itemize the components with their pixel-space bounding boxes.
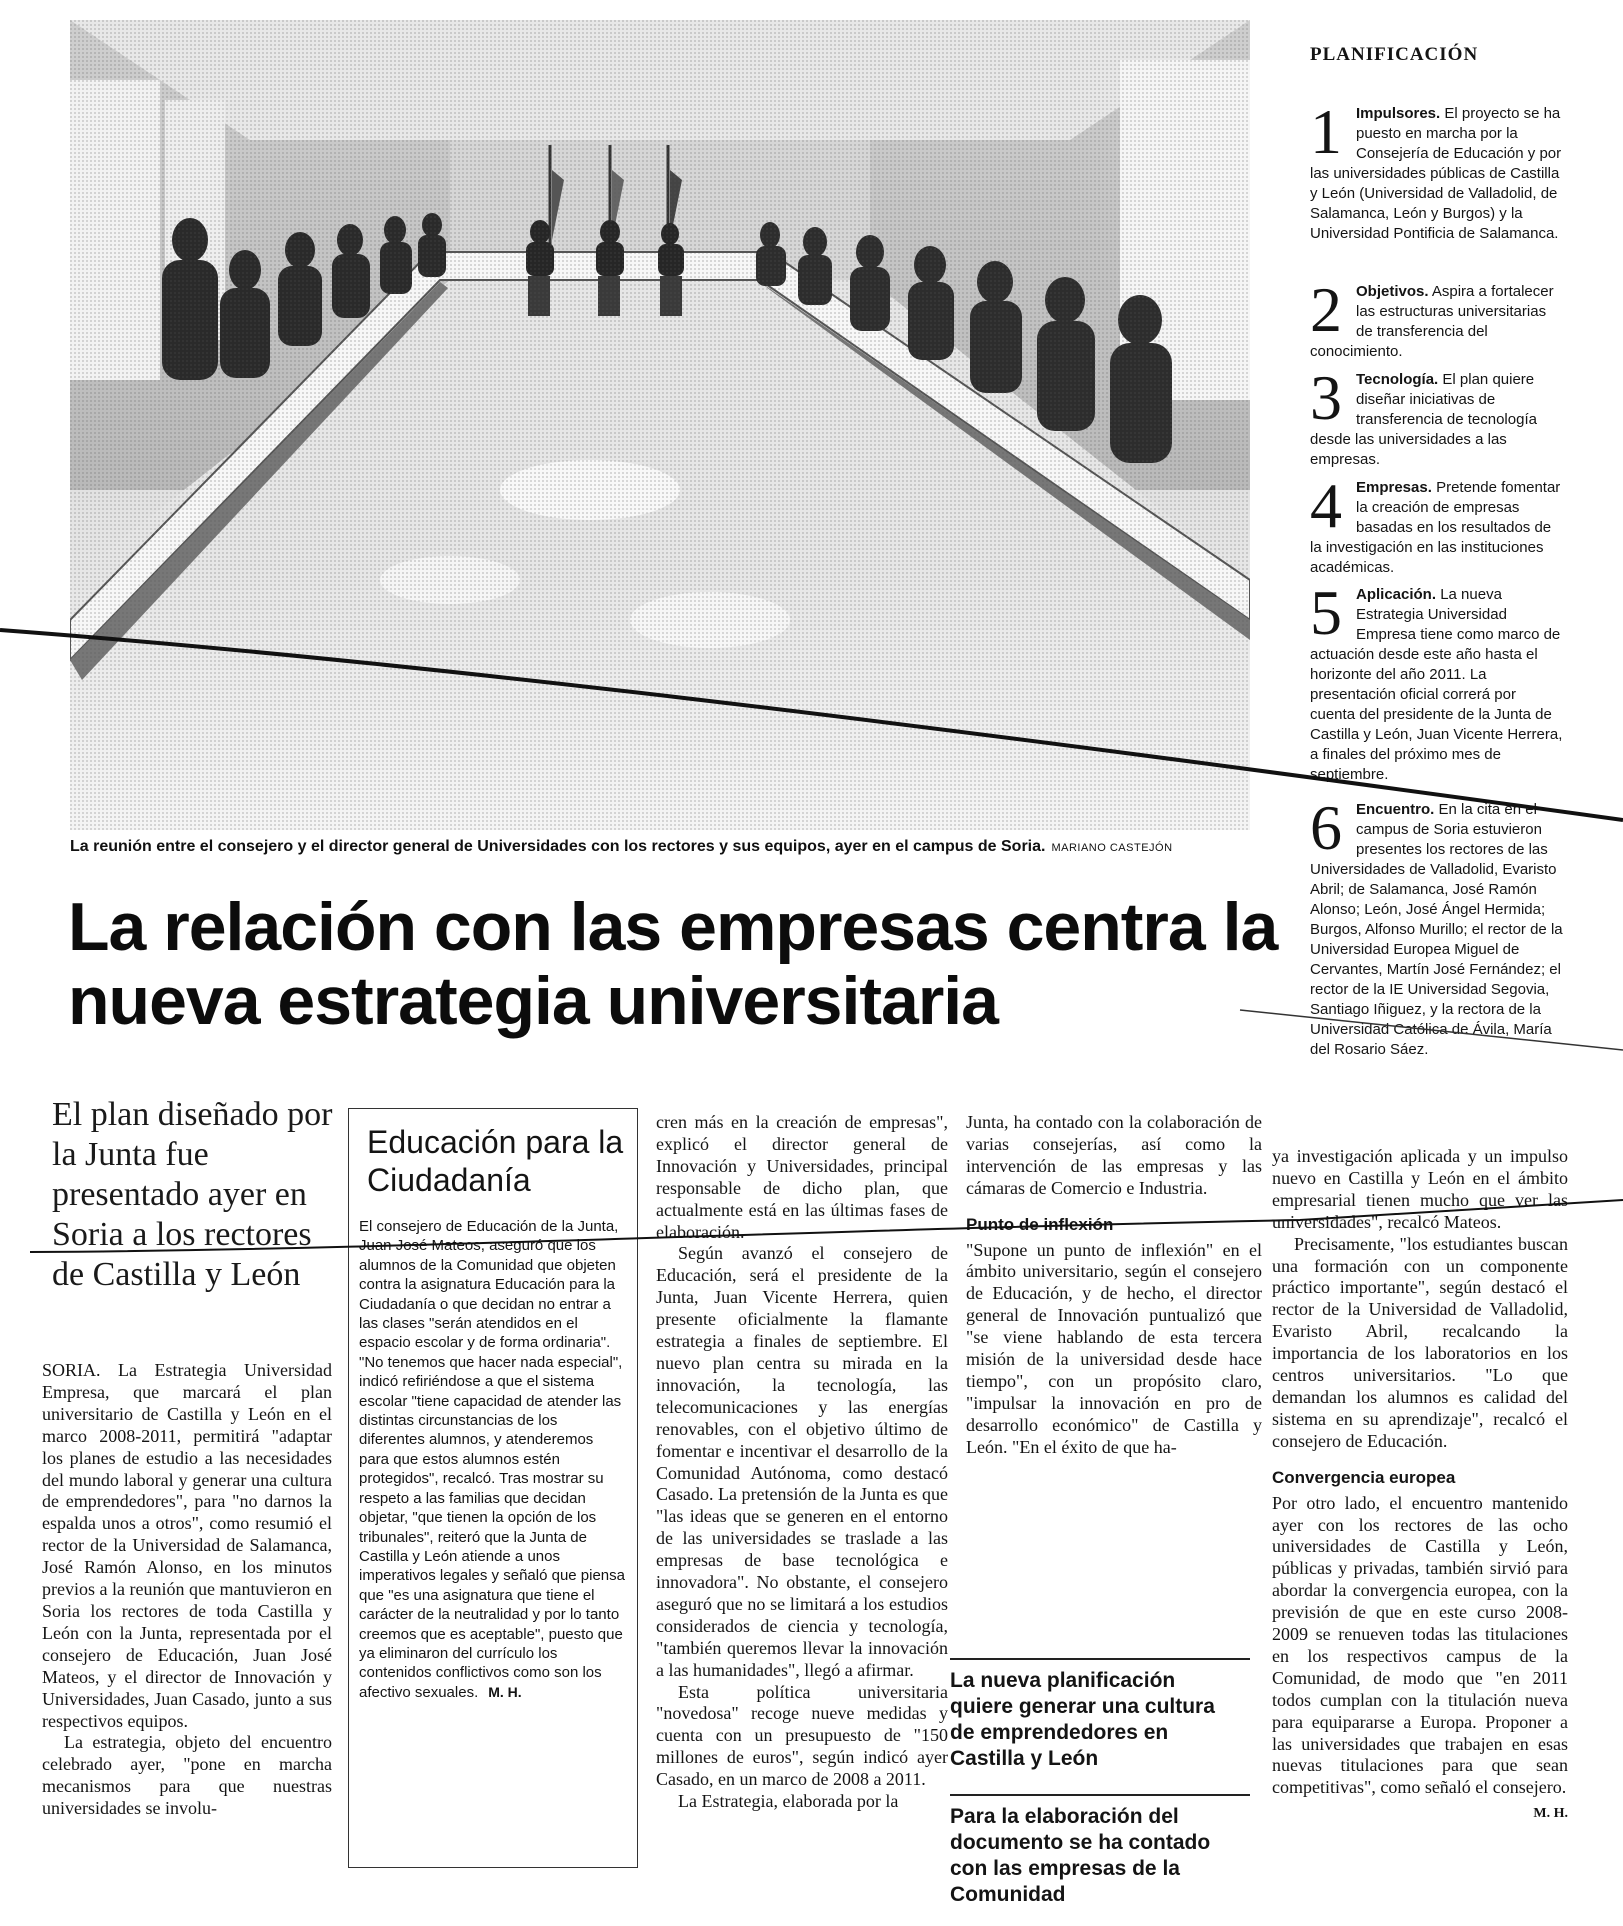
item-text: En la cita en el campus de Soria estuvieron presentes los rectores de las Universidades de Valladolid, Evaristo Abril; de Salamanca, José Ramón Alonso; León, José Ángel Hermida; Burgos, Alfonso Murillo; el rector de la Universidad Europea Miguel de Cervantes, Martín José Fernández; el rector de la IE Universidad Segovia, Santiago Iñiguez, y la rectora de la Universidad Católica de Ávila, María del Rosario Sáez. (1310, 801, 1563, 1058)
col3-paragraph-1: Junta, ha contado con la colaboración de varias consejerías, así como la intervención de las empresas y las cámaras de Comercio e Industria. (966, 1112, 1262, 1198)
box-body: El consejero de Educación de la Junta, Juan José Mateos, aseguró que los alumnos de la Comunidad que objeten contra la asignatura Educación para la Ciudadanía o que decidan no entrar a las clases "serán atendidos en el espacio escolar y de forma ordinaria". "No tenemos que hacer nada especial", indicó refiriéndose a que el sistema escolar "tiene capacidad de atender las distintas circunstancias de los diferentes alumnos, y atenderemos para que estos alumnos estén protegidos", recalcó. Tras mostrar su respeto a las familias que decidan objetar, "que tienen la opción de los tribunales", reiteró que la Junta de Castilla y León atiende a unos imperativos legales y señaló que piensa que "es una asignatura que tiene el carácter de la neutralidad y por lo tanto creemos que es aceptable", puesto que ya eliminaron del currículo los contenidos conflictivos como son los afectivo sexuales. (359, 1218, 625, 1701)
item-text: El proyecto se ha puesto en marcha por la Consejería de Educación y por las universidades públicas de Castilla y León (Universidad de Valladolid, de Salamanca, León y Burgos) y la Universidad Pontificia de Salamanca. (1310, 105, 1562, 242)
photo-credit: MARIANO CASTEJÓN (1051, 842, 1173, 854)
pull-quote-rule (950, 1794, 1250, 1796)
sidebar-item-6 (1310, 792, 1565, 1060)
item-text: Aspira a fortalecer las estructuras universitarias de transferencia del conocimiento. (1310, 283, 1554, 360)
item-text: El plan quiere diseñar iniciativas de transferencia de tecnología desde las universidades a las empresas. (1310, 371, 1537, 468)
sidebar-item-2 (1310, 274, 1565, 362)
item-keyword: Aplicación. (1356, 586, 1437, 603)
column-2 (656, 1112, 948, 1813)
sidebar-item-4 (1310, 470, 1565, 578)
deck: El plan diseñado por la Junta fue presentado ayer en Soria a los rectores de Castilla y León (52, 1096, 333, 1293)
caption-text: La reunión entre el consejero y el director general de Universidades con los rectores y sus equipos, ayer en el campus de Soria. (70, 838, 1046, 855)
box-title: Educación para la Ciudadanía (367, 1124, 624, 1198)
item-keyword: Impulsores. (1356, 105, 1441, 122)
column-1 (42, 1360, 332, 1820)
sidebar-item-5 (1310, 577, 1565, 785)
col4-paragraph-2: Precisamente, "los estudiantes buscan una formación con un componente práctico importante", según destacó el rector de la Universidad de Valladolid, Evaristo Abril, recalcando la importancia de los laboratorios en los centros universitarios. "Lo que demandan los alumnos es calidad del sistema en su aprendizaje", recalcó el consejero de Educación. (1272, 1233, 1568, 1451)
col4-signature: M. H. (1533, 1806, 1568, 1822)
meeting-room-illustration (70, 20, 1250, 830)
item-number: 5 (1310, 577, 1342, 648)
col3-paragraph-2: "Supone un punto de inflexión" en el ámbito universitario, según el consejero de Educación, y de hecho, el director general de Innovación puntualizó que "se viene hablando de esta tercera misión de la universidad desde hace tiempo", con un propósito claro, "impulsar la innovación en pro de desarrollo económico" de Castilla y León. "En el éxito de que ha- (966, 1239, 1262, 1457)
item-keyword: Empresas. (1356, 479, 1432, 496)
item-keyword: Objetivos. (1356, 283, 1429, 300)
item-text: La nueva Estrategia Universidad Empresa tiene como marco de actuación desde este año hasta el horizonte del año 2011. La presentación oficial correrá por cuenta del presidente de la Junta de Castilla y León, Juan Vicente Herrera, a finales del próximo mes de septiembre. (1310, 586, 1563, 783)
item-keyword: Tecnología. (1356, 371, 1439, 388)
col2-paragraph-4: La Estrategia, elaborada por la (678, 1791, 899, 1812)
item-number: 1 (1310, 96, 1342, 167)
col2-paragraph-3: Esta política universitaria "novedosa" recoge nueve medidas y cuenta con un presupuesto de "150 millones de euros", según indicó ayer Casado, en un marco de 2008 a 2011. (656, 1681, 948, 1790)
item-number: 3 (1310, 362, 1342, 433)
col2-paragraph-2: Según avanzó el consejero de Educación, será el presidente de la Junta, Juan Vicente Herrera, quien presente oficialmente la flamante estrategia a finales de septiembre. El nuevo plan centra su mirada en la innovación, la tecnología, las telecomunicaciones y las energías renovables, con el objetivo último de fomentar e incentivar el desarrollo de la Comunidad Autónoma, como destacó Casado. La pretensión de la Junta es que "las ideas que se generen en el entorno de las universidades se traslade a las empresas de base tecnológica e innovadora". No obstante, el consejero aseguró que no se limitará a los estudios considerados de ciencia y tecnología, "también queremos llevar la innovación a las humanidades", llegó a afirmar. (656, 1243, 948, 1680)
col1-paragraph-2: La estrategia, objeto del encuentro celebrado ayer, "pone en marcha mecanismos para que nuestras universidades se involu- (42, 1732, 332, 1819)
item-number: 4 (1310, 470, 1342, 541)
pull-quote-1: La nueva planificación quiere generar una cultura de emprendedores en Castilla y León (950, 1669, 1215, 1770)
col4-subhead: Convergencia europea (1272, 1467, 1456, 1487)
sidebar-item-1 (1310, 96, 1565, 244)
box-signature: M. H. (488, 1683, 522, 1700)
headline: La relación con las empresas centra la nueva estrategia universitaria (68, 889, 1278, 1039)
column-4 (1272, 1146, 1568, 1825)
photo-caption (70, 836, 1250, 859)
col4-paragraph-3: Por otro lado, el encuentro mantenido ayer con los rectores de las ocho universidades de Castilla y León, públicas y privadas, también sirvió para abordar la convergencia europea, con la previsión de que en este curso 2008-2009 se renueven todas las titulaciones en los respectivos campus de la Comunidad, de modo que "en 2011 todos cumplan con la titulación nueva para equipararse a Europa. Proponer a las universidades que trabajen en esas nuevas titulaciones para que sean competitivas", como señaló el consejero. (1272, 1492, 1568, 1798)
pull-quote-2: Para la elaboración del documento se ha contado con las empresas de la Comunidad (950, 1805, 1211, 1906)
item-text: Pretende fomentar la creación de empresas basadas en los resultados de la investigación en las instituciones académicas. (1310, 479, 1561, 576)
col1-paragraph-1: SORIA. La Estrategia Universidad Empresa, que marcará el plan universitario de Castilla y León en el marco 2008-2011, permitirá "adaptar los planes de estudio a las necesidades del mundo laboral y generar una cultura de emprendedores", para "no darnos la espalda unos a otros", como resumió el rector de la Universidad de Salamanca, José Ramón Alonso, en los minutos previos a la reunión que mantuvieron en Soria los rectores de toda Castilla y León con la Junta, representada por el consejero de Educación, Juan José Mateos, y el director de Innovación y Universidades, Juan Casado, junto a sus respectivos equipos. (42, 1360, 332, 1731)
pull-quote-rule (950, 1658, 1250, 1660)
column-3 (966, 1112, 1262, 1459)
col4-paragraph-1: ya investigación aplicada y un impulso nuevo en Castilla y León en el ámbito empresarial tienen mucho que ver las universidades", recalcó Mateos. (1272, 1146, 1568, 1232)
sidebar-item-3 (1310, 362, 1565, 470)
item-number: 6 (1310, 792, 1342, 863)
col2-paragraph-1: cren más en la creación de empresas", explicó el director general de Innovación y Universidades, principal responsable de dicho plan, que actualmente está en las últimas fases de elaboración. (656, 1112, 948, 1242)
sidebar-title: PLANIFICACIÓN (1310, 44, 1479, 65)
meeting-photo (70, 20, 1250, 830)
item-keyword: Encuentro. (1356, 801, 1435, 818)
item-number: 2 (1310, 274, 1342, 345)
sidebar-box-ciudadania (348, 1108, 638, 1868)
col3-subhead: Punto de inflexión (966, 1214, 1114, 1234)
